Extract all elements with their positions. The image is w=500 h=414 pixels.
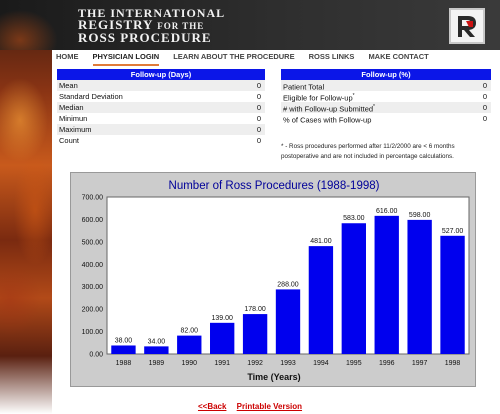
row-footnote-mark: * [373, 104, 375, 110]
site-header [0, 0, 500, 50]
x-tick-label: 1992 [247, 360, 263, 367]
nav-learn-about[interactable]: LEARN ABOUT THE PROCEDURE [173, 52, 295, 61]
y-tick-label: 0.00 [89, 351, 103, 359]
followup-pct-table [281, 69, 491, 124]
bar-value-label: 82.00 [180, 327, 199, 335]
back-link[interactable]: <<Back [197, 402, 227, 411]
row-value: 0 [482, 103, 487, 112]
row-label-text: Patient Total [283, 82, 325, 92]
x-tick-label: 1995 [346, 360, 362, 367]
row-value: 0 [256, 114, 261, 123]
bar [210, 323, 234, 354]
bar [144, 346, 168, 354]
table-row [281, 80, 491, 91]
row-label: Minimun [59, 114, 88, 123]
ross-registry-logo-icon[interactable] [449, 8, 485, 44]
footnote-line-1: * - Ross procedures performed after 11/2/2000 are < 6 months [281, 143, 455, 150]
bar-value-label: 139.00 [211, 314, 233, 322]
nav-physician-login[interactable]: PHYSICIAN LOGIN [93, 52, 160, 66]
bar-value-label: 527.00 [441, 227, 464, 235]
row-value: 0 [482, 81, 487, 90]
side-photo-strip [0, 0, 52, 414]
site-title[interactable] [78, 8, 278, 43]
bar-value-label: 288.00 [277, 281, 299, 289]
y-tick-label: 300.00 [81, 284, 103, 292]
bar [440, 236, 464, 354]
table-row [57, 91, 265, 102]
table-row [281, 91, 491, 102]
y-tick-label: 200.00 [81, 306, 103, 314]
nav-make-contact[interactable]: MAKE CONTACT [368, 52, 429, 61]
x-tick-label: 1996 [378, 360, 395, 367]
row-label: Median [59, 103, 84, 112]
procedures-chart-svg [71, 173, 477, 388]
table-row [57, 102, 265, 113]
bar [177, 336, 201, 354]
bar-value-label: 616.00 [376, 207, 398, 215]
row-label [283, 91, 355, 102]
bar-value-label: 38.00 [114, 337, 133, 345]
y-tick-label: 100.00 [81, 329, 103, 337]
row-label-text: # with Follow-up Submitted [283, 104, 374, 114]
row-value: 0 [482, 92, 487, 101]
bar [276, 289, 300, 354]
followup-days-rows [57, 80, 265, 146]
procedures-chart [70, 172, 476, 387]
printable-version-link[interactable]: Printable Version [236, 402, 303, 411]
title-registry: REGISTRY [78, 17, 153, 32]
row-label: Count [59, 136, 80, 145]
nav-home[interactable]: HOME [56, 52, 79, 61]
table-row [57, 80, 265, 91]
row-value: 0 [256, 92, 261, 101]
row-label-text: % of Cases with Follow-up [283, 115, 372, 125]
x-tick-label: 1993 [280, 360, 296, 367]
bar-value-label: 34.00 [147, 338, 166, 346]
row-label-text: Eligible for Follow-up [283, 93, 353, 103]
followup-pct-header: Follow-up (%) [281, 69, 491, 80]
title-line-3: ROSS PROCEDURE [78, 30, 212, 45]
y-tick-label: 400.00 [81, 261, 103, 269]
bar [407, 220, 431, 354]
title-line-1: THE INTERNATIONAL [78, 6, 226, 20]
title-for-the: FOR THE [157, 21, 205, 31]
row-footnote-mark: * [352, 93, 355, 99]
row-label: Mean [59, 81, 78, 90]
x-tick-label: 1991 [214, 360, 230, 367]
row-label [283, 102, 375, 113]
footer-links [0, 402, 500, 411]
row-value: 0 [256, 103, 261, 112]
y-tick-label: 500.00 [81, 239, 103, 247]
row-label [283, 113, 371, 124]
row-label [283, 80, 324, 91]
x-tick-label: 1989 [148, 360, 165, 367]
row-value: 0 [482, 114, 487, 123]
table-row [57, 135, 265, 146]
followup-days-header: Follow-up (Days) [57, 69, 265, 80]
followup-pct-rows [281, 80, 491, 124]
footnote-line-2: postoperative and are not included in percentage calculations. [281, 153, 454, 160]
row-label: Maximum [59, 125, 92, 134]
bar [342, 223, 366, 354]
row-value: 0 [256, 81, 261, 90]
row-value: 0 [256, 125, 261, 134]
main-nav [56, 52, 443, 66]
bar [375, 216, 399, 354]
y-tick-label: 700.00 [81, 194, 103, 202]
x-tick-label: 1997 [411, 360, 428, 367]
table-row [281, 113, 491, 124]
followup-days-table [57, 69, 265, 146]
x-tick-label: 1988 [115, 360, 132, 367]
row-label: Standard Deviation [59, 92, 123, 101]
bar [309, 246, 333, 354]
bar-value-label: 481.00 [310, 238, 332, 246]
table-row [57, 124, 265, 135]
header-photo [0, 0, 75, 50]
x-tick-label: 1994 [313, 360, 329, 367]
x-tick-label: 1998 [444, 360, 461, 367]
followup-footnote [281, 142, 491, 162]
bar [243, 314, 267, 354]
x-tick-label: 1990 [181, 360, 198, 367]
bar-value-label: 178.00 [244, 306, 266, 314]
table-row [281, 102, 491, 113]
chart-title: Number of Ross Procedures (1988-1998) [168, 180, 380, 192]
table-row [57, 113, 265, 124]
nav-ross-links[interactable]: ROSS LINKS [308, 52, 355, 61]
bar [111, 345, 135, 354]
row-value: 0 [256, 136, 261, 145]
bar-value-label: 598.00 [408, 211, 431, 219]
y-tick-label: 600.00 [81, 216, 103, 224]
x-axis-label: Time (Years) [247, 372, 301, 382]
bar-value-label: 583.00 [343, 215, 365, 223]
